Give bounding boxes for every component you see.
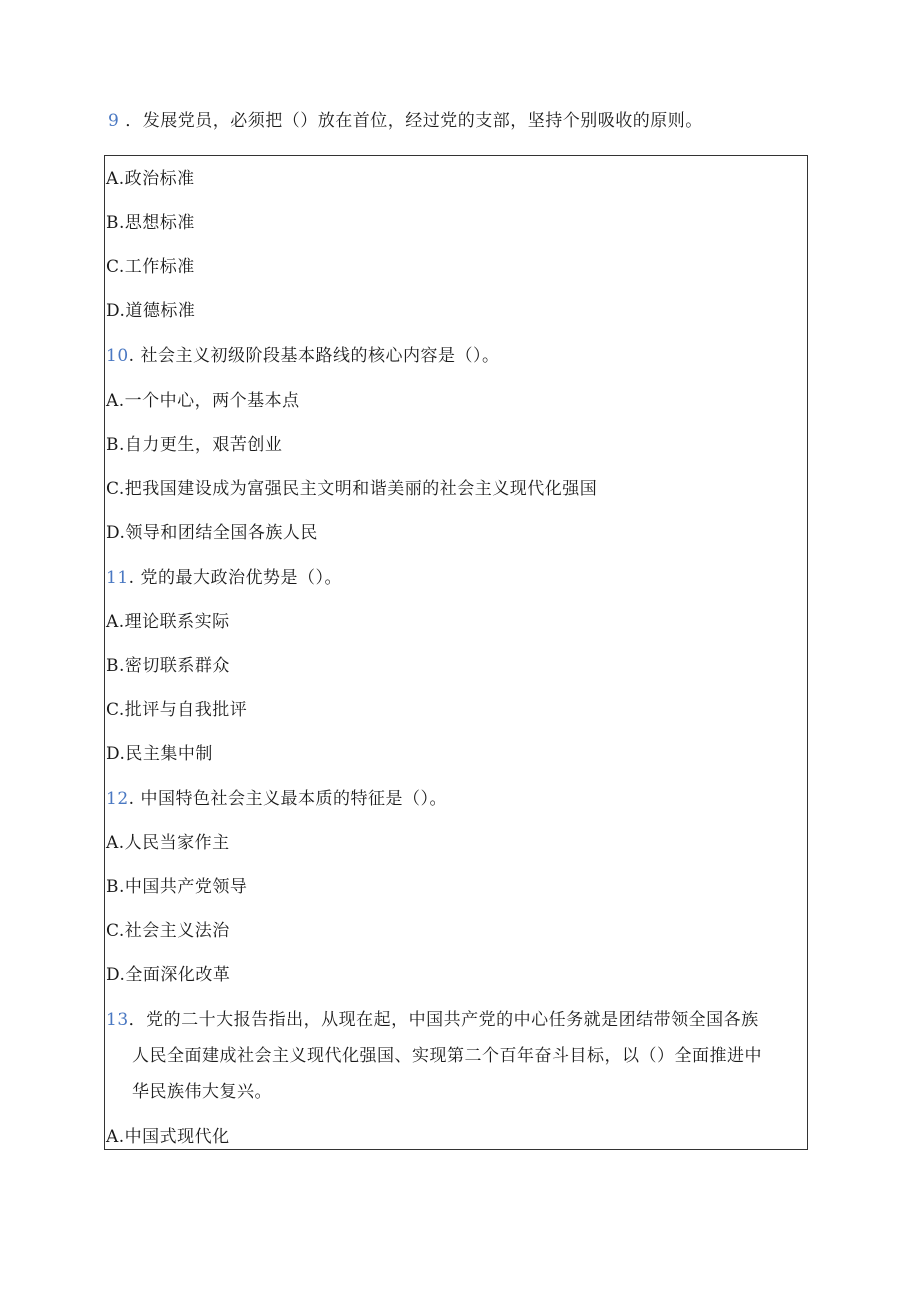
- question-11: [106, 567, 342, 589]
- option-10-b: B.自力更生，艰苦创业: [106, 435, 283, 455]
- option-10-c: C.把我国建设成为富强民主文明和谐美丽的社会主义现代化强国: [106, 479, 598, 499]
- option-11-a: A.理论联系实际: [106, 612, 230, 632]
- option-12-a: A.人民当家作主: [106, 833, 230, 853]
- option-11-d: D.民主集中制: [106, 744, 213, 764]
- question-box: [104, 155, 808, 1150]
- option-10-a: A.一个中心，两个基本点: [106, 391, 300, 411]
- option-12-c: C.社会主义法治: [106, 921, 230, 941]
- option-9-c: C.工作标准: [106, 257, 195, 277]
- question-text-line-2: 人民全面建成社会主义现代化强国、实现第二个百年奋斗目标，以（）全面推进中: [132, 1046, 762, 1066]
- question-text: 社会主义初级阶段基本路线的核心内容是（）。: [140, 346, 500, 366]
- option-13-a: A.中国式现代化: [106, 1127, 230, 1147]
- question-9: [108, 110, 703, 132]
- question-number: 10: [106, 346, 129, 366]
- question-text-line-1: 党的二十大报告指出，从现在起，中国共产党的中心任务就是团结带领全国各族: [146, 1010, 759, 1030]
- option-12-d: D.全面深化改革: [106, 965, 231, 985]
- question-separator: .: [128, 346, 135, 366]
- question-number: 13: [106, 1010, 129, 1030]
- question-13: [106, 1009, 759, 1031]
- question-separator: ．: [128, 1010, 147, 1030]
- question-text-line-3: 华民族伟大复兴。: [132, 1082, 272, 1102]
- question-number: 12: [106, 789, 129, 809]
- option-10-d: D.领导和团结全国各族人民: [106, 523, 318, 543]
- question-separator: ．: [125, 111, 143, 131]
- option-9-b: B.思想标准: [106, 213, 195, 233]
- option-12-b: B.中国共产党领导: [106, 877, 248, 897]
- question-number: 9: [108, 111, 120, 131]
- question-text: 中国特色社会主义最本质的特征是（）。: [140, 789, 447, 809]
- option-9-d: D.道德标准: [106, 301, 196, 321]
- option-11-c: C.批评与自我批评: [106, 700, 248, 720]
- question-separator: .: [128, 789, 135, 809]
- question-number: 11: [106, 568, 129, 588]
- question-10: [106, 345, 499, 367]
- option-9-a: A.政治标准: [106, 169, 195, 189]
- question-separator: .: [128, 568, 135, 588]
- question-text: 发展党员，必须把（）放在首位，经过党的支部，坚持个别吸收的原则。: [142, 111, 703, 131]
- question-12: [106, 788, 447, 810]
- option-11-b: B.密切联系群众: [106, 656, 230, 676]
- question-text: 党的最大政治优势是（）。: [140, 568, 342, 588]
